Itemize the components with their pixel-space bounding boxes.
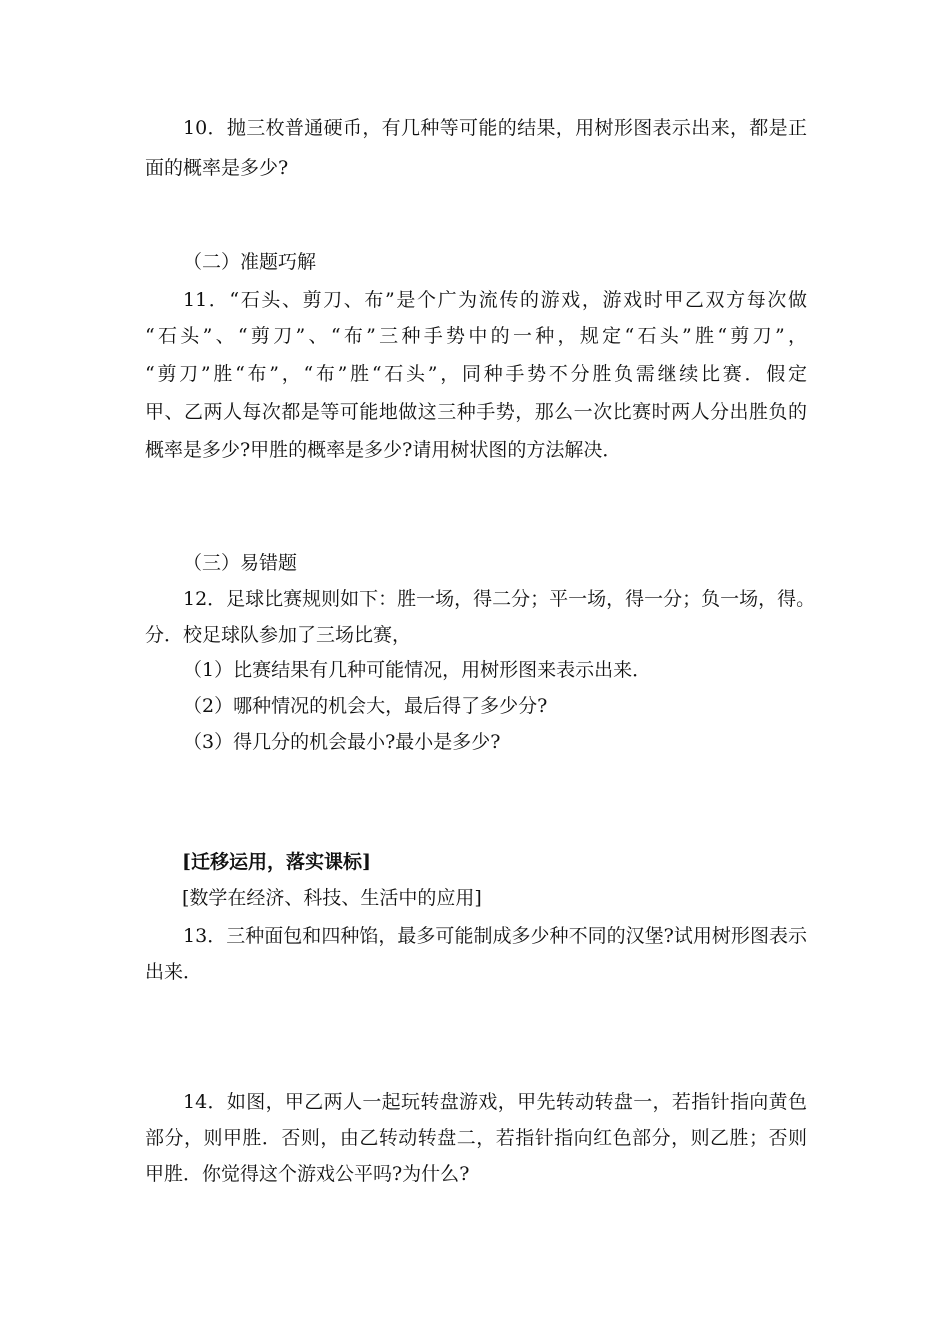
q10-line-2: 面的概率是多少? xyxy=(145,157,289,179)
section-heading-2: （二）准题巧解 xyxy=(183,251,317,273)
q11-line-3: “剪刀”胜“布”，“布”胜“石头”，同种手势不分胜负需继续比赛．假定 xyxy=(145,363,807,385)
q13-line-2: 出来． xyxy=(145,961,203,983)
q13-line-1: 13．三种面包和四种馅，最多可能制成多少种不同的汉堡?试用树形图表示 xyxy=(183,925,807,947)
q12-part-3: （3）得几分的机会最小?最小是多少? xyxy=(183,731,501,753)
q14-line-3: 甲胜．你觉得这个游戏公平吗?为什么? xyxy=(145,1163,470,1185)
q12-part-1: （1）比赛结果有几种可能情况，用树形图来表示出来． xyxy=(183,659,652,681)
q12-part-2: （2）哪种情况的机会大，最后得了多少分? xyxy=(183,695,548,717)
q10-line-1: 10．抛三枚普通硬币，有几种等可能的结果，用树形图表示出来，都是正 xyxy=(183,117,807,139)
q11-line-4: 甲、乙两人每次都是等可能地做这三种手势，那么一次比赛时两人分出胜负的 xyxy=(145,401,807,423)
q11-line-2: “石头”、“剪刀”、“布”三种手势中的一种，规定“石头”胜“剪刀”， xyxy=(145,325,807,347)
q14-line-1: 14．如图，甲乙两人一起玩转盘游戏，甲先转动转盘一，若指针指向黄色 xyxy=(183,1091,807,1113)
section-heading-4: [迁移运用，落实课标] xyxy=(182,851,371,873)
section-heading-3: （三）易错题 xyxy=(183,552,298,574)
q14-line-2: 部分，则甲胜．否则，由乙转动转盘二，若指针指向红色部分，则乙胜；否则 xyxy=(145,1127,807,1149)
q11-line-1: 11．“石头、剪刀、布”是个广为流传的游戏，游戏时甲乙双方每次做 xyxy=(183,289,807,311)
section-subheading-4: [数学在经济、科技、生活中的应用] xyxy=(182,887,482,909)
q12-line-2: 分．校足球队参加了三场比赛， xyxy=(145,624,412,646)
q12-line-1: 12．足球比赛规则如下：胜一场，得二分；平一场，得一分；负一场，得。 xyxy=(183,588,816,610)
q11-line-5: 概率是多少?甲胜的概率是多少?请用树状图的方法解决． xyxy=(145,439,622,461)
